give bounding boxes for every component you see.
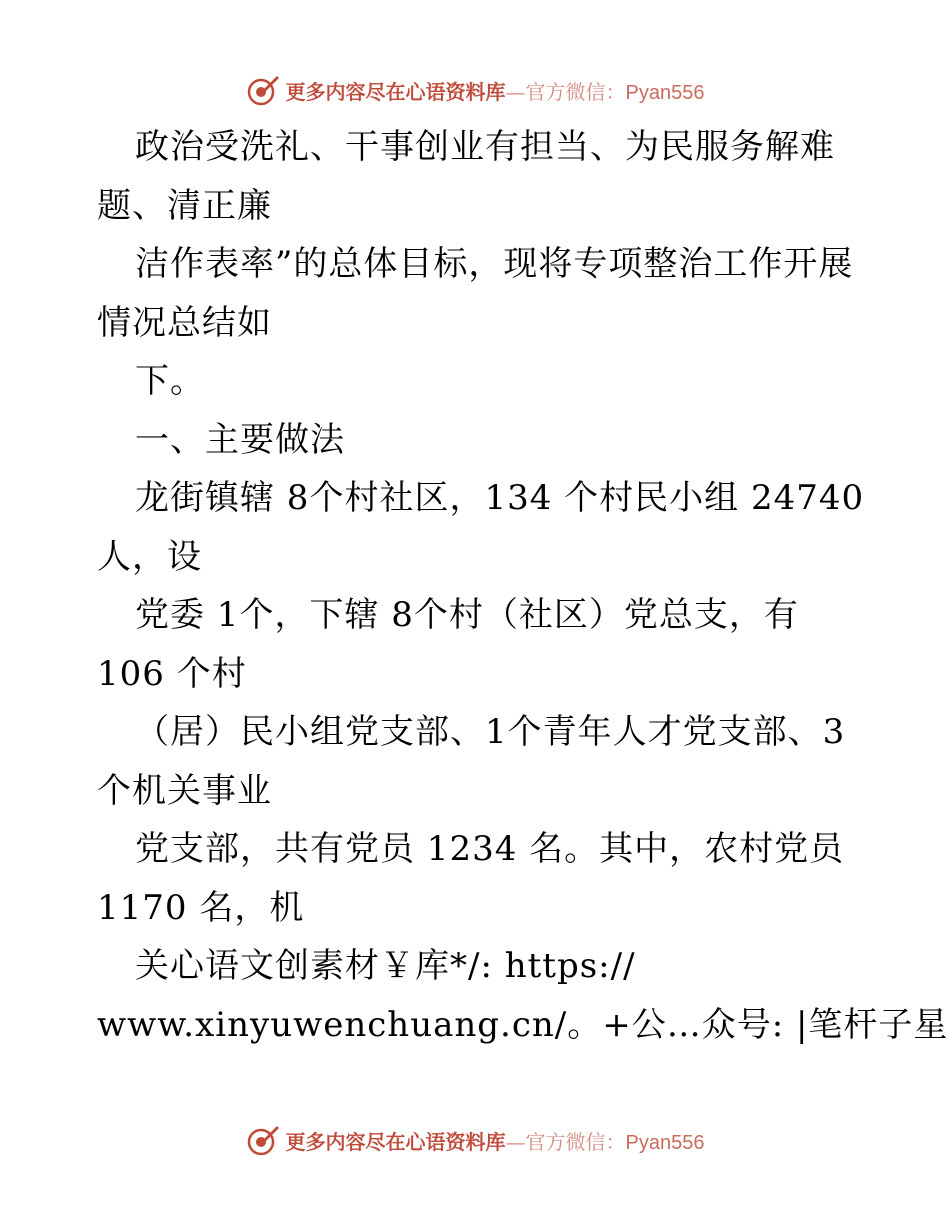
banner-id-text: Pyan556 <box>625 81 705 104</box>
banner-main-text: 更多内容尽在心语资料库 <box>285 1129 506 1154</box>
banner-main-text: 更多内容尽在心语资料库 <box>285 79 506 104</box>
body-line: 党支部，共有党员 1234 名。其中，农村党员 <box>135 829 845 869</box>
document-body <box>97 118 949 1054</box>
body-line: 下。 <box>135 361 205 401</box>
banner-text <box>286 76 705 105</box>
body-line: 党委 1个，下辖 8个村（社区）党总支，有 <box>135 595 799 635</box>
body-line: 情况总结如 <box>97 302 272 343</box>
quill-circle-icon <box>246 1123 280 1157</box>
footer-watermark-banner <box>0 1120 950 1160</box>
body-line: 关心语文创素材￥库*/: https:// <box>135 946 636 986</box>
body-line: 人，设 <box>97 536 202 577</box>
body-line: （居）民小组党支部、1个青年人才党支部、3 <box>135 712 846 752</box>
banner-text <box>286 1126 705 1155</box>
body-line: www.xinyuwenchuang.cn/。+公…众号: |笔杆子星 <box>97 1004 949 1045</box>
body-line: 政治受洗礼、干事创业有担当、为民服务解难 <box>135 127 835 167</box>
banner-dash-text: —官方微信： <box>505 79 626 104</box>
body-line: 个机关事业 <box>97 770 272 811</box>
banner-id-text: Pyan556 <box>625 1131 705 1154</box>
body-line: 题、清正廉 <box>97 185 272 226</box>
banner-dash-text: —官方微信： <box>505 1129 626 1154</box>
body-line: 1170 名，机 <box>97 887 305 928</box>
body-line: 龙街镇辖 8个村社区，134 个村民小组 24740 <box>135 478 865 518</box>
body-line: 106 个村 <box>97 653 247 694</box>
header-watermark-banner <box>0 70 950 110</box>
section-heading: 一、主要做法 <box>135 419 345 460</box>
quill-circle-icon <box>246 73 280 107</box>
body-line: 洁作表率”的总体目标，现将专项整治工作开展 <box>135 244 854 284</box>
